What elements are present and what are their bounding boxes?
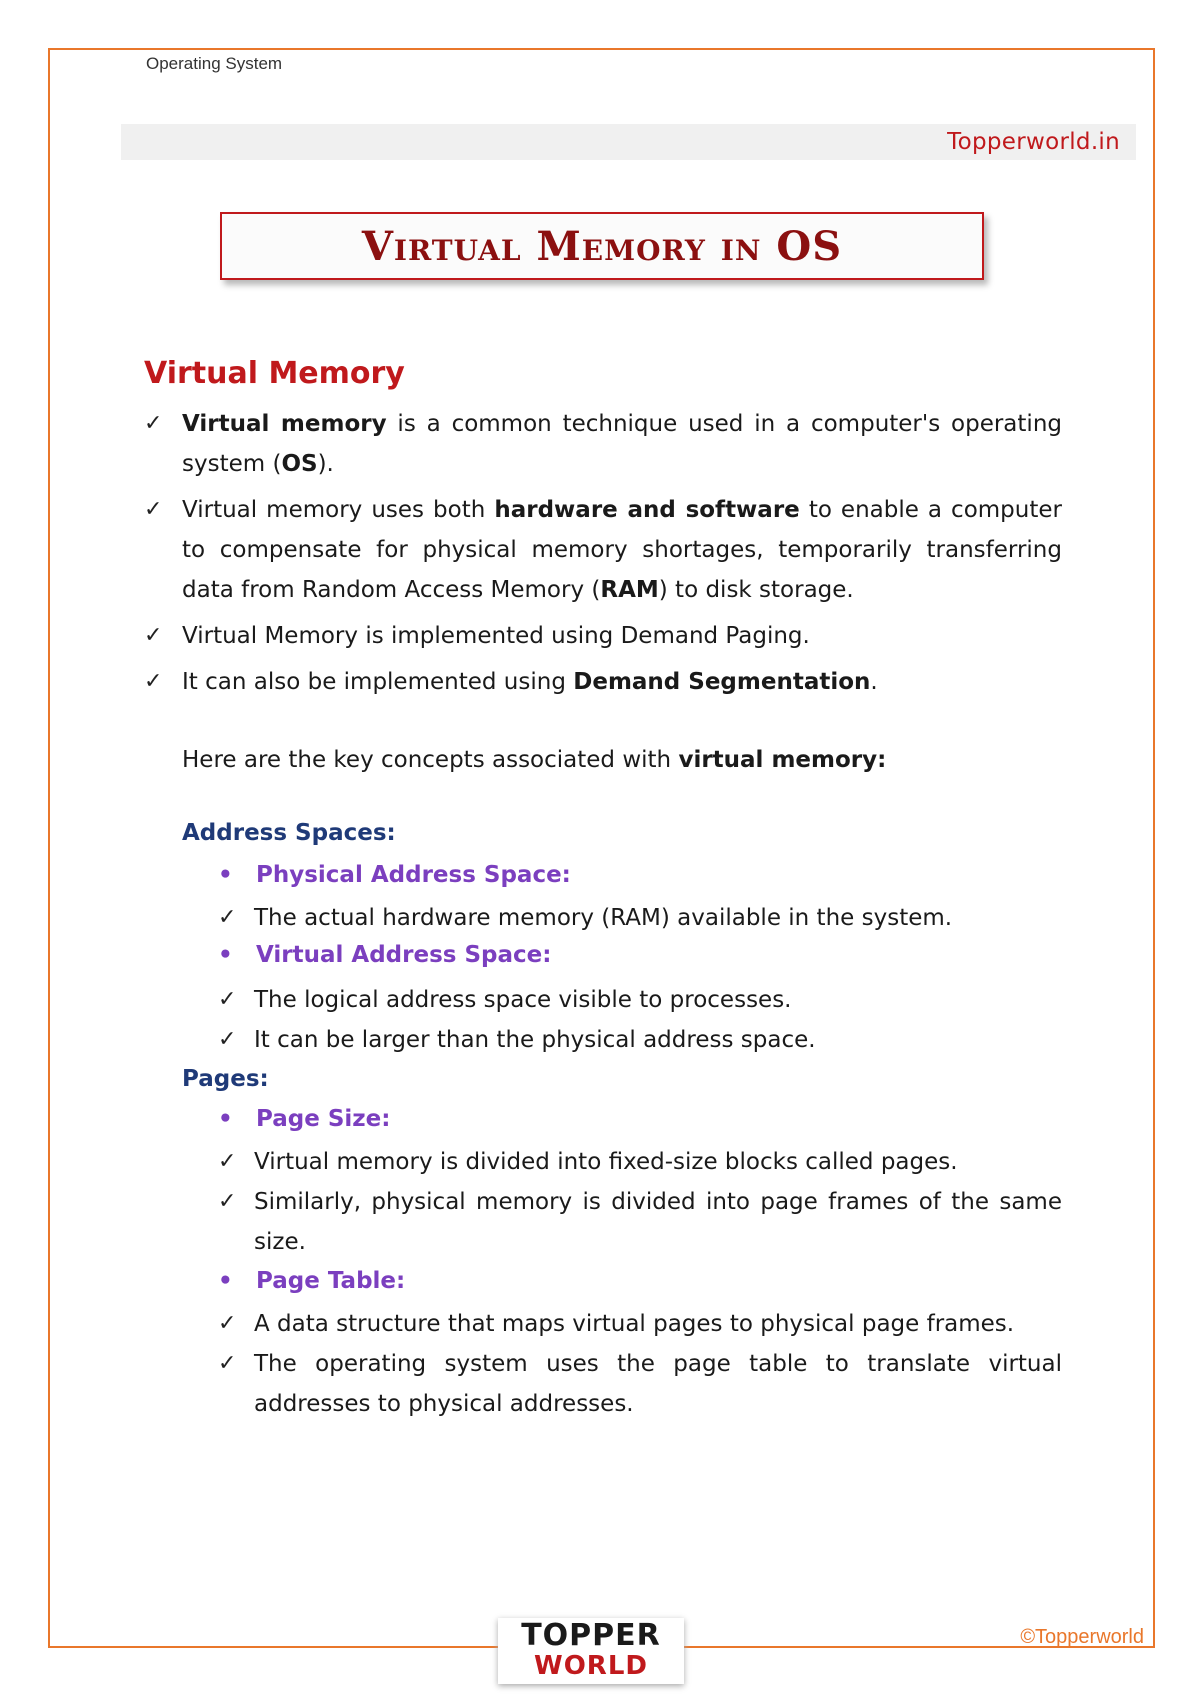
concept-label: Page Table: (256, 1268, 406, 1294)
brand-link[interactable]: Topperworld.in (947, 129, 1120, 155)
lead-bold: virtual memory: (678, 747, 887, 773)
check-icon: ✓ (218, 905, 237, 930)
list-item (218, 1344, 1062, 1424)
detail-text: Similarly, physical memory is divided into page frames of the same size. (254, 1189, 1062, 1255)
intro-text-run: OS (281, 451, 318, 477)
intro-text-run: Virtual memory uses both (182, 497, 495, 523)
bullet-icon: • (218, 1106, 233, 1132)
intro-list-item (144, 662, 1062, 702)
intro-text-run: Virtual Memory is implemented using Demand Paging. (182, 623, 810, 649)
header-label: Operating System (146, 54, 283, 73)
bullet-icon: • (218, 1268, 233, 1294)
concept-label: Virtual Address Space: (256, 942, 552, 968)
detail-text: The operating system uses the page table to translate virtual addresses to physical addresses. (254, 1351, 1062, 1417)
intro-list-item (144, 404, 1062, 484)
intro-text-run: hardware and software (494, 497, 800, 523)
detail-text: The actual hardware memory (RAM) available in the system. (254, 905, 953, 931)
concept-label: Physical Address Space: (256, 862, 571, 888)
intro-text-run: . (870, 669, 878, 695)
bullet-icon: • (218, 862, 233, 888)
list-item (218, 980, 1062, 1020)
intro-text-run: It can also be implemented using (182, 669, 574, 695)
virtual-address-space-label (218, 942, 551, 968)
lead-text: Here are the key concepts associated with (182, 747, 679, 773)
title-box (220, 212, 984, 280)
logo-bottom-text: WORLD (534, 1651, 648, 1681)
logo-top-text: TOPPER (521, 1618, 661, 1653)
copyright: ©Topperworld (1020, 1626, 1144, 1648)
check-icon: ✓ (218, 1351, 237, 1376)
page-size-label (218, 1106, 390, 1132)
list-item (218, 1020, 1062, 1060)
lead-paragraph (182, 740, 886, 780)
physical-address-space-label (218, 862, 571, 888)
check-icon: ✓ (218, 1027, 237, 1052)
intro-text-run: Virtual memory (182, 411, 387, 437)
list-item (218, 1182, 1062, 1262)
topperworld-logo (498, 1618, 684, 1684)
check-icon: ✓ (218, 1189, 237, 1214)
check-icon: ✓ (218, 987, 237, 1012)
list-item (218, 1142, 1062, 1182)
section-heading: Virtual Memory (144, 356, 405, 391)
check-icon: ✓ (218, 1311, 237, 1336)
detail-text: The logical address space visible to processes. (254, 987, 792, 1013)
check-icon: ✓ (144, 623, 163, 648)
list-item (218, 1304, 1062, 1344)
bullet-icon: • (218, 942, 233, 968)
intro-list-item (144, 616, 1062, 656)
page-title: Virtual Memory in OS (361, 222, 843, 270)
intro-text-run: ) to disk storage. (658, 577, 854, 603)
detail-text: It can be larger than the physical address space. (254, 1027, 816, 1053)
check-icon: ✓ (144, 497, 163, 522)
check-icon: ✓ (218, 1149, 237, 1174)
detail-text: A data structure that maps virtual pages to physical page frames. (254, 1311, 1015, 1337)
intro-list-item (144, 490, 1062, 610)
check-icon: ✓ (144, 669, 163, 694)
intro-text-run: ). (317, 451, 334, 477)
page-table-label (218, 1268, 405, 1294)
concept-label: Page Size: (256, 1106, 391, 1132)
intro-list (144, 404, 1062, 708)
list-item (218, 898, 1062, 938)
detail-text: Virtual memory is divided into fixed-size blocks called pages. (254, 1149, 958, 1175)
check-icon: ✓ (144, 411, 163, 436)
brand-bar (121, 124, 1136, 160)
address-spaces-heading: Address Spaces: (182, 820, 396, 846)
pages-heading: Pages: (182, 1066, 269, 1092)
intro-text-run: is a common technique used in a computer's operating system ( (182, 411, 1062, 477)
intro-text-run: RAM (600, 577, 659, 603)
intro-text-run: Demand Segmentation (573, 669, 871, 695)
intro-text-run: to enable a computer to compensate for physical memory shortages, temporarily transferring data from Random Access Memory ( (182, 497, 1062, 603)
